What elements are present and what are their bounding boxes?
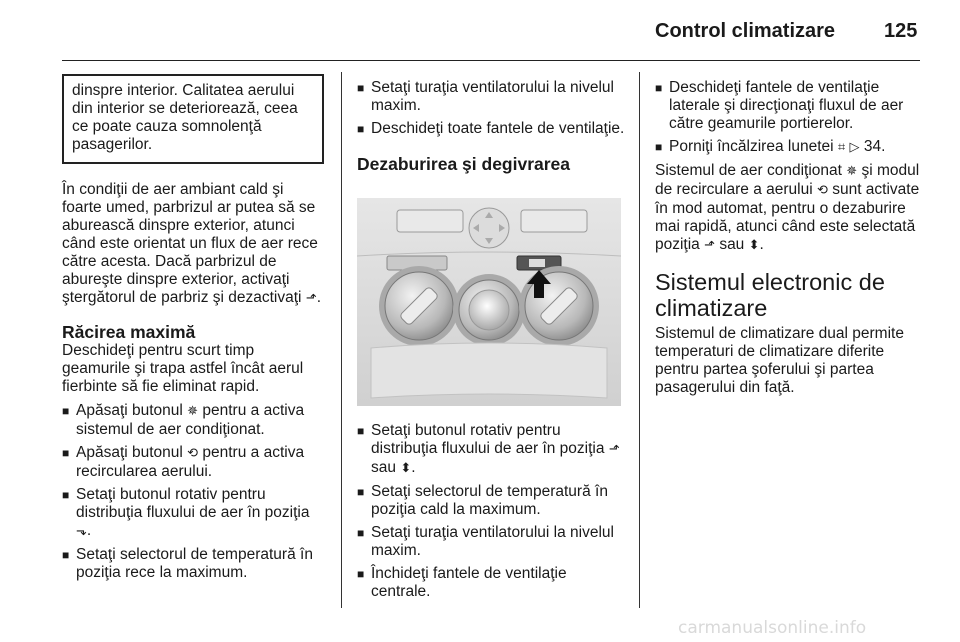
paragraph: Sistemul de climatizare dual permite temperaturi de climatizare diferite pentru partea şoferului şi partea pasagerului din faţă. [655, 325, 904, 396]
windshield-icon: ⬏ [608, 442, 620, 457]
bullet-list [62, 402, 324, 582]
floor-vent-icon: ⬎ [76, 524, 87, 539]
bullet-list [357, 79, 627, 138]
ac-icon: ✵ [187, 404, 199, 419]
warning-box [62, 74, 324, 164]
windshield-icon: ⬏ [704, 238, 715, 253]
climate-panel-svg [357, 198, 621, 406]
column-divider [341, 72, 342, 608]
list-item: ■ Porniţi încălzirea lunetei ⌗ ▷ 34. [655, 138, 923, 157]
list-item: ■ Deschideţi toate fantele de ventilaţie. [357, 120, 627, 138]
column-3 [655, 79, 923, 397]
climate-control-panel-illustration [357, 198, 621, 406]
windshield-floor-icon: ⬍ [748, 238, 760, 253]
intro-paragraph: Deschideţi pentru scurt timp geamurile şi trapa astfel încât aerul fierbinte să fie eliminat rapid. [62, 342, 304, 395]
list-item: ■ Setaţi selectorul de temperatură în poziţia rece la maximum. [62, 546, 324, 582]
bullet-list [357, 422, 627, 601]
recirculation-icon: ⟲ [187, 446, 199, 461]
list-item: ■ Setaţi butonul rotativ pentru distribuţia fluxului de aer în poziţia ⬎. [62, 486, 324, 541]
page-number: 125 [884, 20, 918, 42]
recirculation-icon: ⟲ [816, 183, 828, 198]
watermark: carmanualsonline.info [678, 618, 867, 638]
header-rule [62, 60, 920, 61]
list-item: ■ Setaţi turaţia ventilatorului la nivelul maxim. [357, 79, 627, 115]
windshield-icon: ⬏ [305, 291, 317, 306]
page-section-title: Control climatizare [655, 20, 836, 42]
list-item: ■ Apăsaţi butonul ⟲ pentru a activa recircularea aerului. [62, 444, 324, 481]
rear-window-heater-icon: ⌗ [837, 140, 846, 155]
windshield-floor-icon: ⬍ [400, 461, 412, 476]
page-reference-icon: ▷ [849, 140, 860, 155]
paragraph: În condiţii de aer ambiant cald şi foarte umed, parbrizul ar putea să se aburească dinspre exterior, atunci când este orientat un flux de aer rece către acesta. Dacă parbrizul de abureşte dinspre exterior, activaţi ştergătorul de parbriz şi dezactivaţi ⬏. [62, 181, 322, 306]
list-item: ■ Deschideţi fantele de ventilaţie laterale şi direcţionaţi fluxul de aer către geamurile portierelor. [655, 79, 923, 133]
warning-text: dinspre interior. Calitatea aerului din interior se deteriorează, ceea ce poate cauza somnolenţă pasagerilor. [72, 82, 298, 153]
list-item: ■ Setaţi butonul rotativ pentru distribuţia fluxului de aer în poziţia ⬏ sau ⬍. [357, 422, 627, 478]
heading-max-cooling: Răcirea maximă [62, 322, 196, 342]
list-item: ■ Setaţi turaţia ventilatorului la nivelul maxim. [357, 524, 627, 560]
list-item: ■ Setaţi selectorul de temperatură în poziţia cald la maximum. [357, 483, 627, 519]
heading-electronic-climate: Sistemul electronic de climatizare [655, 269, 885, 321]
paragraph: Sistemul de aer condiţionat ✵ şi modul de recirculare a aerului ⟲ sunt activate în mod automat, pentru o dezaburire mai rapidă, atunci când este selectată poziţia ⬏ sau ⬍. [655, 162, 920, 253]
column-2-lower [357, 422, 627, 601]
list-item: ■ Apăsaţi butonul ✵ pentru a activa sistemul de aer condiţionat. [62, 402, 324, 439]
column-divider [639, 72, 640, 608]
bullet-list [655, 79, 923, 157]
column-2 [357, 79, 627, 173]
list-item: ■ Închideţi fantele de ventilaţie centrale. [357, 565, 627, 601]
column-1 [62, 74, 324, 582]
ac-icon: ✵ [846, 164, 858, 179]
heading-defog-defrost: Dezaburirea şi degivrarea [357, 154, 571, 174]
